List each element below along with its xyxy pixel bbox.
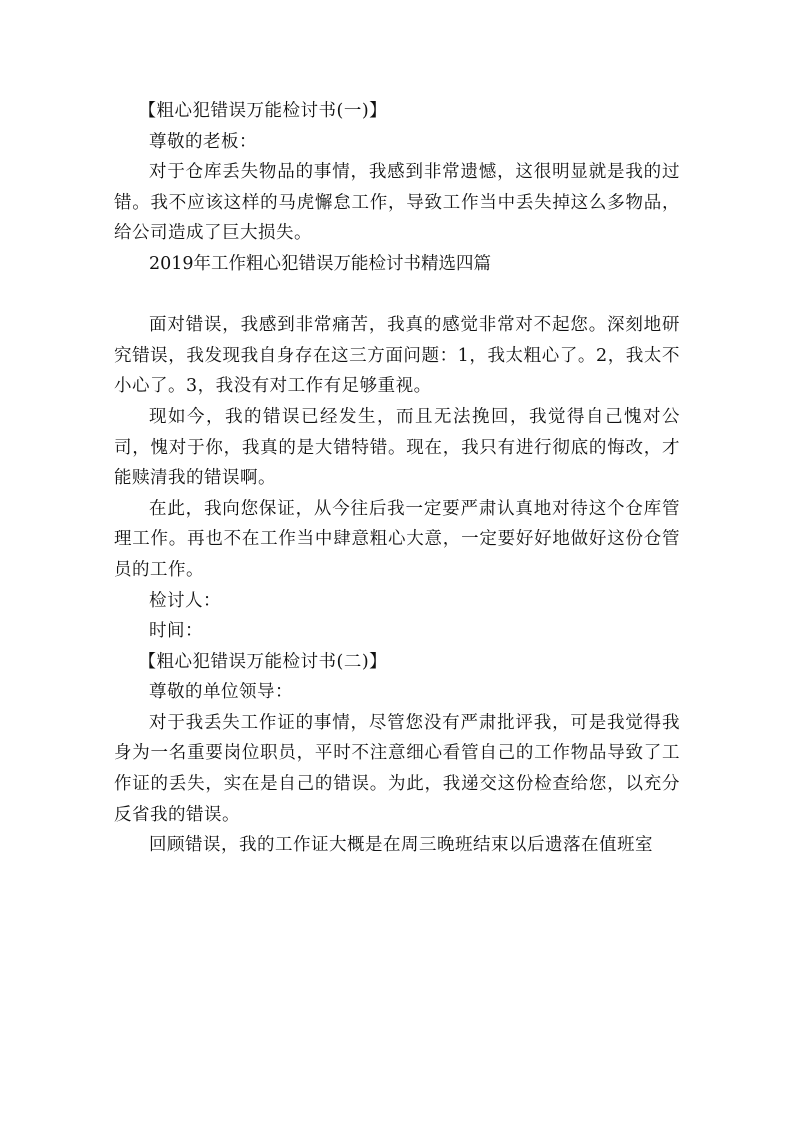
paragraph: 在此，我向您保证，从今往后我一定要严肃认真地对待这个仓库管理工作。再也不在工作当中肆意粗心大意，一定要好好地做好这份仓管员的工作。	[114, 498, 680, 580]
blank-line	[114, 280, 680, 311]
section-heading-2: 【粗心犯错误万能检讨书(二)】	[138, 651, 388, 672]
signature-label: 检讨人：	[149, 590, 221, 611]
date-label: 时间：	[149, 621, 203, 642]
paragraph: 现如今，我的错误已经发生，而且无法挽回，我觉得自己愧对公司，愧对于你，我真的是大错特错。现在，我只有进行彻底的悔改，才能赎清我的错误啊。	[114, 406, 680, 489]
paragraph: 对于我丢失工作证的事情，尽管您没有严肃批评我，可是我觉得我身为一名重要岗位职员，平时不注意细心看管自己的工作物品导致了工作证的丢失，实在是自己的错误。为此，我递交这份检查给您，以充分反省我的错误。	[114, 712, 680, 825]
section-heading-1: 【粗心犯错误万能检讨书(一)】	[138, 101, 388, 121]
article-title: 2019年工作粗心犯错误万能检讨书精选四篇	[149, 253, 492, 274]
document-body	[114, 96, 680, 861]
salutation-1: 尊敬的老板：	[149, 131, 257, 152]
paragraph: 回顾错误，我的工作证大概是在周三晚班结束以后遗落在值班室	[149, 835, 653, 856]
paragraph: 面对错误，我感到非常痛苦，我真的感觉非常对不起您。深刻地研究错误，我发现我自身存在这三方面问题：1，我太粗心了。2，我太不小心了。3，我没有对工作有足够重视。	[114, 315, 680, 397]
salutation-2: 尊敬的单位领导：	[149, 682, 293, 703]
paragraph: 对于仓库丢失物品的事情，我感到非常遗憾，这很明显就是我的过错。我不应该这样的马虎懈怠工作，导致工作当中丢失掉这么多物品，给公司造成了巨大损失。	[114, 162, 680, 244]
